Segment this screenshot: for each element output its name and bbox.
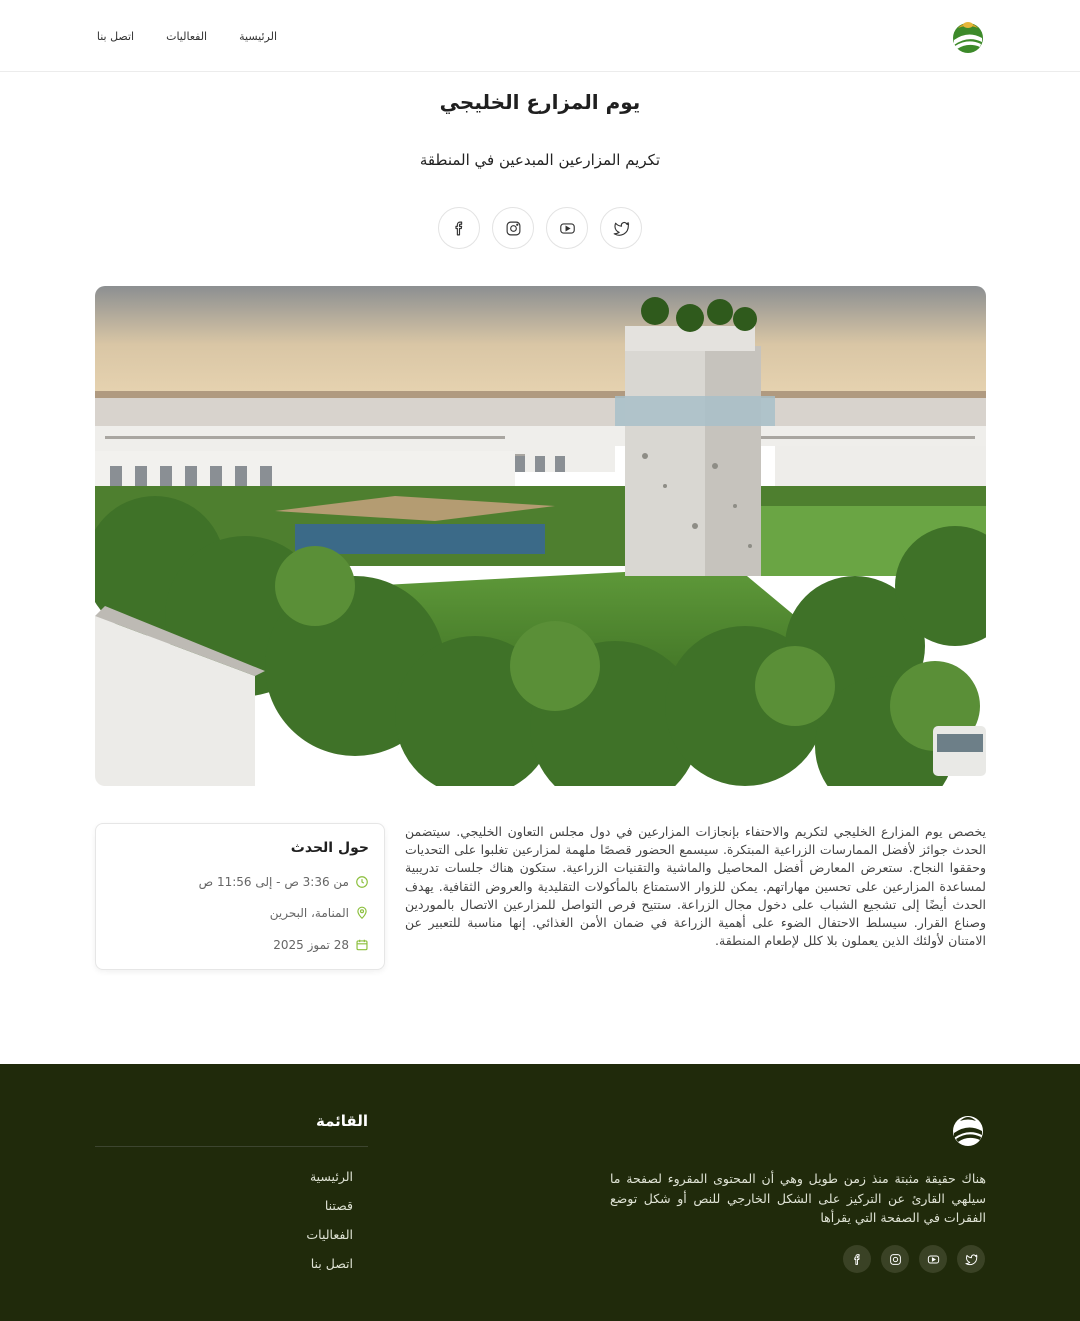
facebook-icon[interactable] bbox=[843, 1245, 871, 1273]
facebook-icon[interactable] bbox=[438, 207, 480, 249]
instagram-icon[interactable] bbox=[881, 1245, 909, 1273]
footer-menu-title: القائمة bbox=[316, 1112, 368, 1130]
nav-link-events[interactable]: الفعاليات bbox=[166, 29, 208, 43]
location-pin-icon bbox=[355, 906, 369, 920]
event-date: 28 تموز 2025 bbox=[273, 938, 349, 952]
footer-link-story[interactable]: قصتنا bbox=[324, 1198, 353, 1213]
youtube-icon[interactable] bbox=[919, 1245, 947, 1273]
footer-link-contact[interactable]: اتصل بنا bbox=[310, 1256, 353, 1271]
event-location-row bbox=[270, 906, 369, 920]
footer-divider bbox=[95, 1146, 368, 1147]
page-subtitle: تكريم المزارعين المبدعين في المنطقة bbox=[419, 151, 661, 169]
event-time-row bbox=[199, 875, 369, 889]
nav-link-home[interactable]: الرئيسية bbox=[239, 29, 277, 43]
social-links bbox=[438, 207, 642, 249]
farm-wheat-logo-icon[interactable] bbox=[948, 16, 988, 56]
event-location: المنامة، البحرين bbox=[269, 906, 349, 920]
calendar-icon bbox=[355, 938, 369, 952]
nav-link-contact[interactable]: اتصل بنا bbox=[96, 29, 135, 43]
farm-community-photo bbox=[95, 286, 986, 786]
site-footer bbox=[0, 1064, 1080, 1321]
event-description: يخصص يوم المزارع الخليجي لتكريم والاحتفاء بإنجازات المزارعين في دول مجلس التعاون الخليجي. سيتضمن الحدث جوائز لأفضل الممارسات الزراعية المبتكرة. سيسمع الحضور قصصًا ملهمة لمزارعين تغلبوا على التحديات وحققوا النجاح. ستعرض المعارض أفضل المحاصيل والماشية والتقنيات الزراعية. ستكون هناك جلسات تدريبية لمساعدة المزارعين على تحسين مهاراتهم. يمكن للزوار الاستمتاع بالمأكولات التقليدية والعروض الثقافية. يهدف الحدث أيضًا إلى تشجيع الشباب على دخول مجال الزراعة. ستتيح فرص التواصل للمزارعين الاتصال بالموردين وصناع القرار. سيسلط الاحتفال الضوء على أهمية الزراعة في ضمان الأمن الغذائي. إنها مناسبة للتعبير عن الامتنان لأولئك الذين يعملون بلا كلل لإطعام المنطقة. bbox=[405, 824, 986, 949]
footer-logo-icon[interactable] bbox=[950, 1112, 986, 1148]
event-info-title: حول الحدث bbox=[290, 840, 369, 856]
footer-about-text: هناك حقيقة مثبتة منذ زمن طويل وهي أن المحتوى المقروء لصفحة ما سيلهي القارئ عن التركيز على الشكل الخارجي للنص أو شكل توضع الفقرات في الصفحة التي يقرأها bbox=[610, 1171, 986, 1225]
footer-social-links bbox=[843, 1245, 985, 1273]
event-time: من 3:36 ص - إلى 11:56 ص bbox=[198, 875, 349, 889]
footer-menu bbox=[306, 1168, 353, 1273]
instagram-icon[interactable] bbox=[492, 207, 534, 249]
event-info-card bbox=[95, 823, 385, 970]
footer-link-events[interactable]: الفعاليات bbox=[306, 1227, 353, 1242]
page-title: يوم المزارع الخليجي bbox=[439, 90, 641, 114]
twitter-icon[interactable] bbox=[957, 1245, 985, 1273]
twitter-icon[interactable] bbox=[600, 207, 642, 249]
top-navbar bbox=[0, 0, 1080, 72]
youtube-icon[interactable] bbox=[546, 207, 588, 249]
footer-link-home[interactable]: الرئيسية bbox=[309, 1169, 353, 1184]
clock-icon bbox=[355, 875, 369, 889]
event-date-row bbox=[273, 938, 369, 952]
nav-links bbox=[97, 0, 277, 72]
